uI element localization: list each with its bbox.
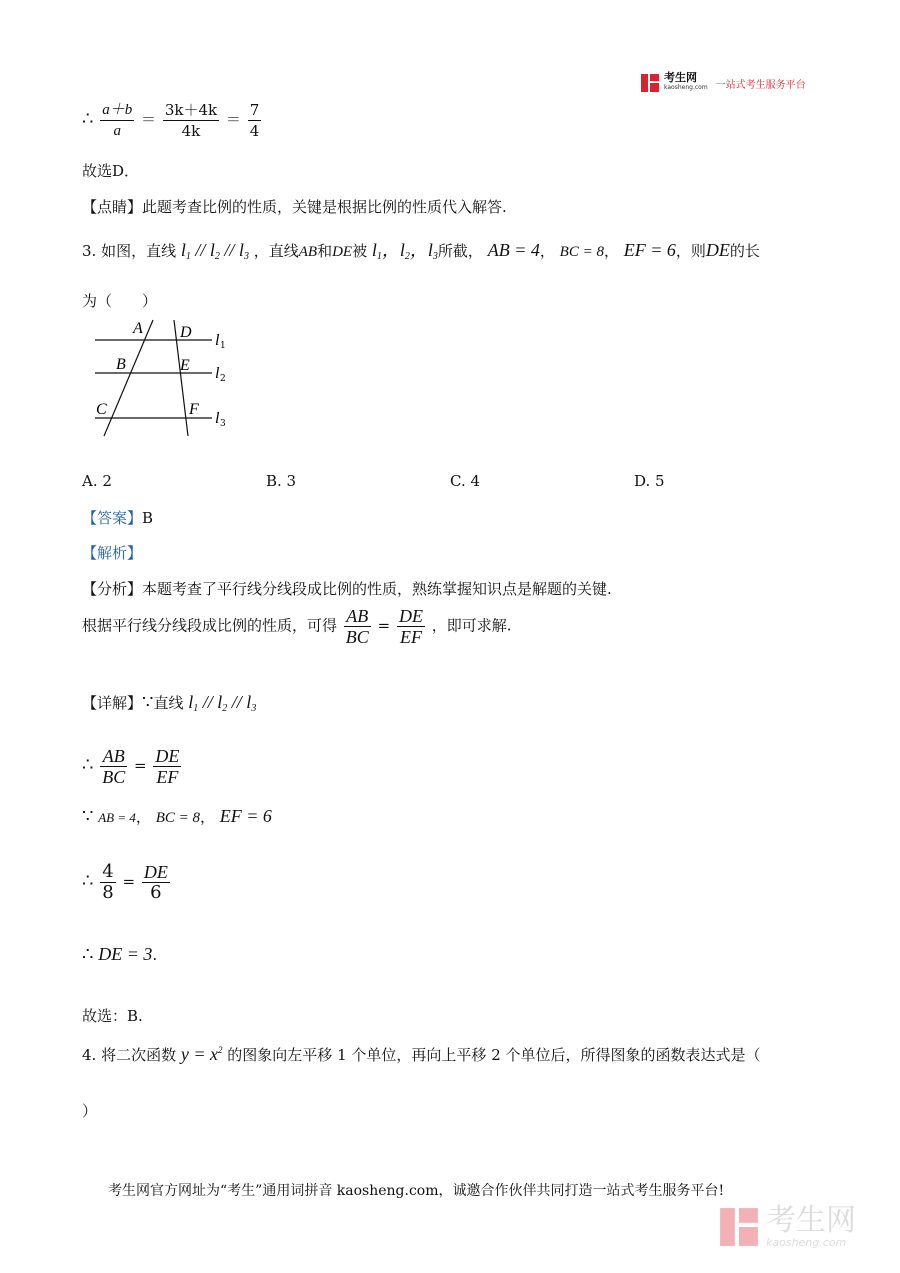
answer-line — [82, 507, 153, 528]
frac-num: DE — [155, 746, 180, 766]
line-de: DE — [332, 244, 353, 260]
l3-label: l — [215, 410, 220, 427]
q3-text: 的长 — [729, 242, 760, 260]
fraction-de-over-6 — [142, 862, 170, 903]
dianjing-line — [82, 196, 507, 217]
frac-den: a — [113, 123, 121, 139]
frac-num: 4 — [102, 861, 114, 882]
point-d-label: D — [180, 324, 192, 341]
ef-value: EF = 6 — [219, 806, 272, 826]
q3-text: 如图，直线 — [101, 242, 177, 260]
frac-den: 8 — [102, 882, 114, 903]
fraction-a-b-over-a — [100, 100, 134, 141]
q3-text: 所截， — [437, 242, 483, 260]
parallel-lines-expr: $l_1 // l_2 // l_3$ — [188, 692, 257, 714]
answer-tag: 【答案】 — [82, 509, 143, 527]
period: . — [152, 946, 158, 964]
brand-cn: 考生网 — [664, 71, 697, 84]
question-4-line1 — [82, 1044, 761, 1065]
lines-l1-l2-l3: $l_1$，$l_2$，$l_3$ — [371, 240, 438, 262]
frac-den: BC — [102, 767, 126, 787]
frac-den: 4k — [181, 122, 201, 140]
fraction-3k4k-over-4k — [163, 100, 219, 141]
dianjing-text: 此题考查比例的性质，关键是根据比例的性质代入解答. — [142, 198, 507, 216]
step-1 — [82, 746, 183, 787]
parallel-lines-expr: $l_1 // l_2 // l_3$ — [180, 240, 249, 262]
gen-line — [82, 606, 512, 647]
line-ab: AB — [298, 244, 318, 260]
fenxi-line — [82, 578, 612, 599]
step-2 — [82, 806, 272, 827]
point-f-label: F — [189, 401, 199, 418]
ef-value: EF = 6 — [623, 240, 676, 260]
brand-slogan: 一站式考生服务平台 — [715, 79, 806, 91]
ab-value: AB = 4 — [487, 240, 540, 260]
gen-text: ，即可求解. — [431, 616, 512, 635]
fraction-ab-over-bc — [344, 606, 371, 647]
kaosheng-logo-icon — [718, 1206, 760, 1248]
step-3 — [82, 862, 172, 903]
parallel-lines-figure — [90, 318, 240, 443]
fraction-4-over-8 — [100, 862, 115, 903]
gen-text: 根据平行线分线段成比例的性质，可得 — [82, 616, 338, 635]
final-choice: 故选：B. — [82, 1007, 143, 1025]
l1-label: l — [215, 332, 220, 349]
frac-den: 4 — [249, 122, 260, 140]
shift-up-value: 2 — [491, 1046, 501, 1064]
comma: ， — [539, 242, 555, 260]
kaosheng-logo-icon — [640, 73, 660, 93]
because-symbol: ∵ — [82, 806, 94, 827]
brand-en: kaosheng.com — [664, 84, 708, 91]
point-a-label: A — [133, 320, 143, 337]
l2-subscript: 2 — [220, 374, 226, 384]
question-3-line2: 为（ ） — [82, 292, 158, 310]
detail-line — [82, 692, 256, 714]
footer-text: 考生网官方网址为“考生”通用词拼音 kaosheng.com，诚邀合作伙伴共同打造一站式考生服务平台! — [108, 1183, 725, 1199]
point-e-label: E — [180, 357, 190, 374]
therefore-symbol: ∴ — [82, 870, 94, 892]
option-b[interactable]: B. 3 — [266, 472, 297, 490]
l1-subscript: 1 — [220, 341, 226, 351]
fraction-7-over-4 — [248, 100, 262, 141]
l2-label: l — [215, 365, 220, 382]
because-symbol: ∵ — [142, 692, 154, 713]
frac-den: EF — [156, 767, 179, 787]
de-result: DE = 3 — [98, 944, 153, 964]
q3-text: 和 — [317, 242, 333, 260]
detail-text: 直线 — [153, 694, 184, 712]
fenxi-tag: 【分析】 — [82, 580, 143, 598]
therefore-symbol: ∴ — [82, 754, 94, 776]
header-logo[interactable] — [640, 72, 806, 94]
equals-sign: ＝ — [225, 110, 241, 129]
l3-subscript: 3 — [220, 419, 226, 429]
equals-sign: = — [134, 756, 147, 775]
function-expr: $y = x^2$ — [180, 1044, 223, 1064]
point-c-label: C — [96, 401, 107, 418]
q4-text: 将二次函数 — [101, 1046, 177, 1064]
point-b-label: B — [116, 356, 126, 373]
q4-text: 个单位后，所得图象的函数表达式是（ — [505, 1046, 761, 1064]
q4-text: 个单位，再向上平移 — [351, 1046, 487, 1064]
frac-num: AB — [344, 606, 371, 627]
frac-num: a＋b — [100, 100, 134, 121]
choice-d-line: 故选D． — [82, 162, 140, 180]
shift-left-value: 1 — [337, 1046, 347, 1064]
equals-sign: ＝ — [141, 110, 157, 129]
fraction-de-over-ef — [153, 746, 181, 787]
equals-sign: = — [377, 616, 391, 635]
frac-num: DE — [143, 862, 168, 882]
fenxi-text: 本题考查了平行线分线段成比例的性质，熟练掌握知识点是解题的关键. — [142, 580, 612, 598]
bc-value: BC = 8 — [155, 810, 200, 826]
step-4 — [82, 944, 157, 965]
question-number: 3. — [82, 242, 97, 260]
fraction-de-over-ef — [397, 606, 425, 647]
frac-num: 3k＋4k — [164, 101, 218, 119]
question-4-line2: ） — [82, 1102, 98, 1120]
watermark-en: kaosheng.com — [766, 1236, 847, 1249]
option-c[interactable]: C. 4 — [450, 472, 481, 490]
bc-value: BC = 8 — [559, 244, 604, 260]
question-3-line1 — [82, 236, 760, 262]
q4-text: 的图象向左平移 — [227, 1046, 333, 1064]
frac-num: AB — [100, 746, 127, 767]
therefore-symbol: ∴ — [82, 944, 94, 965]
comma: ， — [199, 808, 215, 826]
dianjing-tag: 【点睛】 — [82, 198, 143, 216]
watermark-logo — [718, 1205, 856, 1249]
transversal-ac — [104, 320, 153, 436]
option-d[interactable]: D. 5 — [634, 472, 665, 490]
de-symbol: DE — [705, 240, 730, 260]
frac-num: DE — [398, 606, 423, 626]
frac-den: BC — [345, 627, 369, 647]
frac-den: 6 — [150, 882, 162, 903]
frac-num: 7 — [249, 101, 260, 119]
q3-text: 被 — [352, 242, 368, 260]
answer-value: B — [142, 509, 154, 527]
fraction-chain — [82, 100, 263, 141]
watermark-cn: 考生网 — [766, 1203, 856, 1238]
therefore-symbol: ∴ — [82, 108, 94, 130]
comma: ， — [603, 242, 619, 260]
comma: ， — [135, 808, 151, 826]
analysis-tag: 【解析】 — [82, 544, 143, 562]
q3-text: ，直线 — [253, 242, 299, 260]
option-a[interactable]: A. 2 — [82, 472, 112, 490]
ab-value: AB = 4 — [98, 810, 136, 825]
detail-tag: 【详解】 — [82, 694, 143, 712]
q3-text: ，则 — [675, 242, 706, 260]
frac-den: EF — [399, 627, 422, 647]
equals-sign: = — [122, 872, 136, 891]
question-number: 4. — [82, 1046, 97, 1064]
fraction-ab-over-bc — [100, 746, 127, 787]
